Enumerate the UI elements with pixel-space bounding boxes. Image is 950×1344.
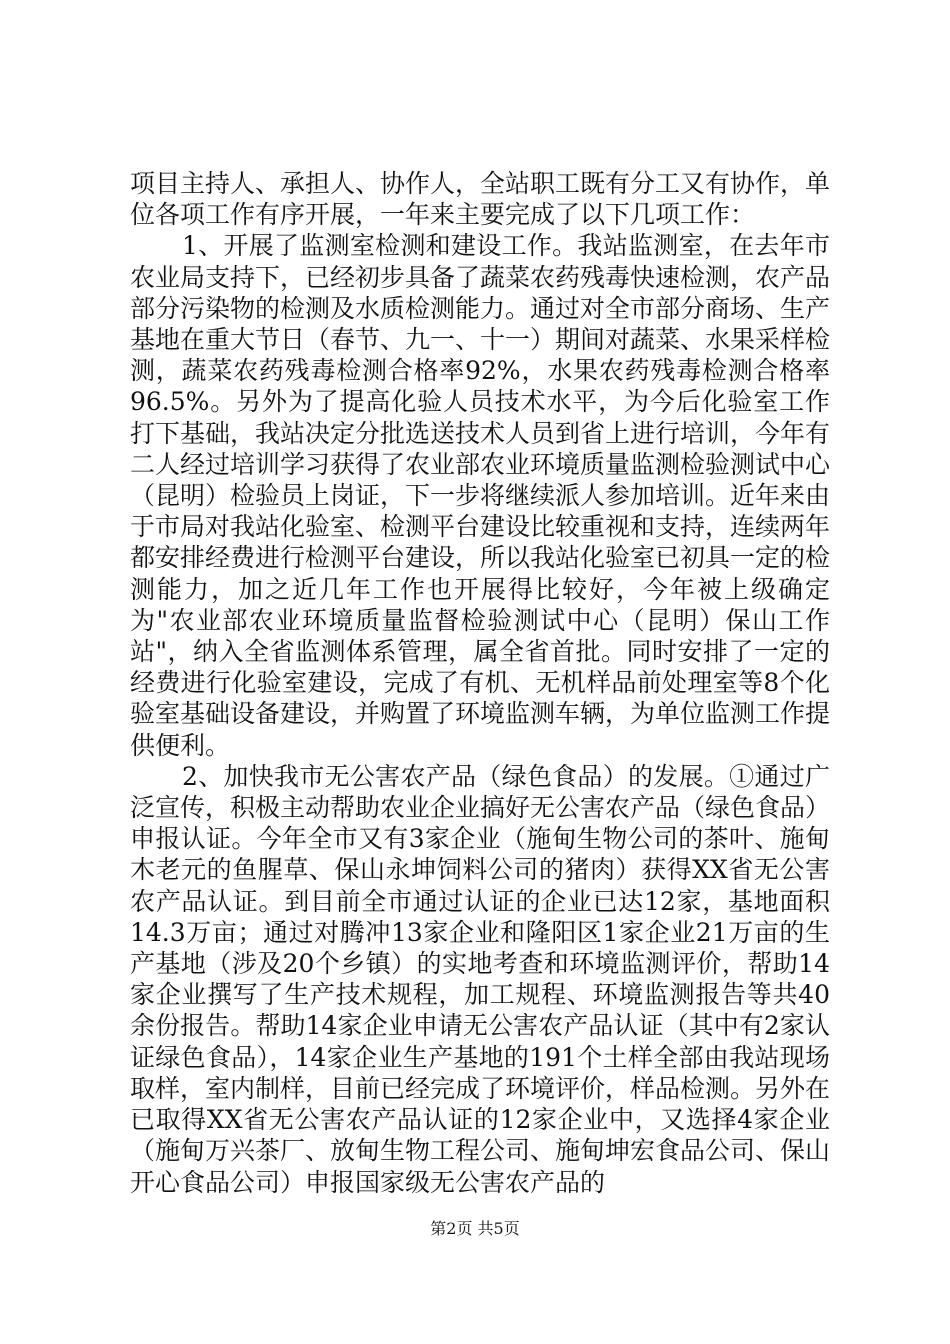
paragraph-item-2: 2、加快我市无公害农产品（绿色食品）的发展。①通过广泛宣传，积极主动帮助农业企业搞好无公害农产品（绿色食品）申报认证。今年全市又有3家企业（施甸生物公司的茶叶、施甸木老元的鱼腥草、保山永坤饲料公司的猪肉）获得XX省无公害农产品认证。到目前全市通过认证的企业已达12家，基地面积14.3万亩；通过对腾冲13家企业和隆阳区1家企业21万亩的生产基地（涉及20个乡镇）的实地考查和环境监测评价，帮助14家企业撰写了生产技术规程，加工规程、环境监测报告等共40余份报告。帮助14家企业申请无公害农产品认证（其中有2家认证绿色食品），14家企业生产基地的191个土样全部由我站现场取样，室内制样，目前已经完成了环境评价，样品检测。另外在已取得XX省无公害农产品认证的12家企业中，又选择4家企业（施甸万兴茶厂、放甸生物工程公司、施甸坤宏食品公司、保山开心食品公司）申报国家级无公害农产品的	[130, 761, 831, 1197]
document-body	[130, 168, 830, 1198]
paragraph-intro: 项目主持人、承担人、协作人，全站职工既有分工又有协作，单位各项工作有序开展，一年来主要完成了以下几项工作：	[130, 169, 831, 230]
page-number-footer: 第2页 共5页	[430, 1219, 520, 1238]
paragraph-item-1: 1、开展了监测室检测和建设工作。我站监测室，在去年市农业局支持下，已经初步具备了蔬菜农药残毒快速检测，农产品部分污染物的检测及水质检测能力。通过对全市部分商场、生产基地在重大节日（春节、九一、十一）期间对蔬菜、水果采样检测，蔬菜农药残毒检测合格率92%，水果农药残毒检测合格率96.5%。另外为了提高化验人员技术水平，为今后化验室工作打下基础，我站决定分批选送技术人员到省上进行培训，今年有二人经过培训学习获得了农业部农业环境质量监测检验测试中心（昆明）检验员上岗证，下一步将继续派人参加培训。近年来由于市局对我站化验室、检测平台建设比较重视和支持，连续两年都安排经费进行检测平台建设，所以我站化验室已初具一定的检测能力，加之近几年工作也开展得比较好，今年被上级确定为"农业部农业环境质量监督检验测试中心（昆明）保山工作站"，纳入全省监测体系管理，属全省首批。同时安排了一定的经费进行化验室建设，完成了有机、无机样品前处理室等8个化验室基础设备建设，并购置了环境监测车辆，为单位监测工作提供便利。	[130, 231, 831, 760]
